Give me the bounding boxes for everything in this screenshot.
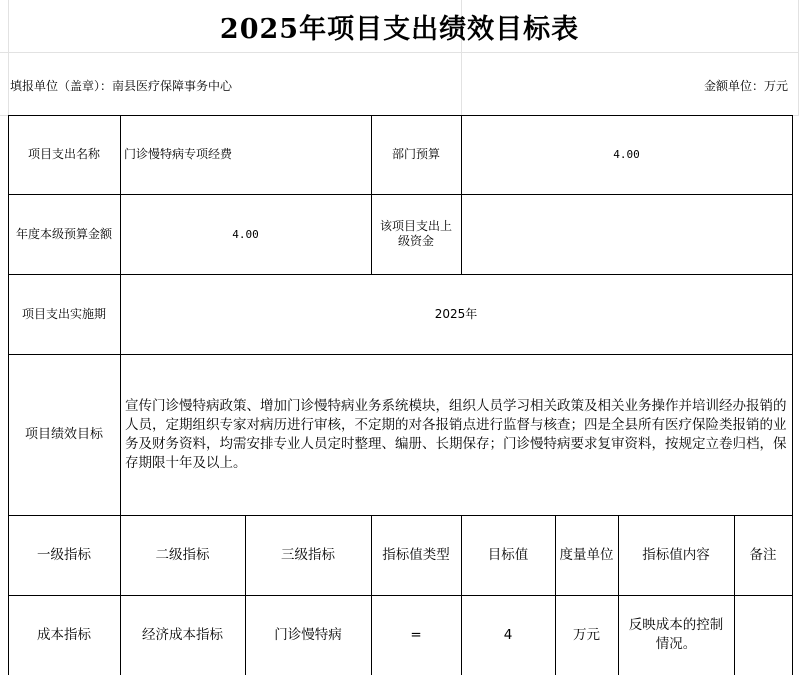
dept-budget-label: 部门预算 [391,147,440,161]
table-border [8,595,793,596]
gridline [0,52,799,53]
goal-value: 宣传门诊慢特病政策、增加门诊慢特病业务系统模块，组织人员学习相关政策及相关业务操作并培训经办报销的人员，定期组织专家对病历进行审核，不定期的对各报销点进行监督与核查；四是全县所有医疗保险类报销的业务及财务资料，均需安排专业人员定时整理、编册、长期保存；门诊慢特病要求复审资料，按规定立卷归档，保存期限十年及以上。 [125,397,787,471]
table-row-content: 反映成本的控制情况。 [628,617,724,652]
period-label: 项目支出实施期 [21,306,106,321]
table-row-level2: 经济成本指标 [142,626,223,643]
reporting-unit: 填报单位（盖章）：南县医疗保障事务中心 [10,78,233,93]
table-row-remark [734,595,792,675]
table-border [8,354,793,355]
table-border [245,515,246,675]
table-row-level3: 门诊慢特病 [274,626,342,643]
table-border [8,194,793,195]
annual-budget-value: 4.00 [232,227,259,241]
goal-label: 项目绩效目标 [24,427,103,442]
header-level2: 二级指标 [155,546,210,563]
header-value-type: 指标值类型 [382,546,450,563]
table-border [8,115,9,675]
superior-funds-label: 该项目支出上级资金 [379,219,452,248]
header-remark: 备注 [749,546,777,563]
table-border [461,115,462,274]
table-border [792,115,793,675]
table-border [371,115,372,274]
project-name-value: 门诊慢特病专项经费 [124,147,233,161]
table-border [555,515,556,675]
table-row-target: 4 [503,626,513,643]
table-border [461,515,462,675]
table-border [8,115,793,116]
header-level1: 一级指标 [37,546,91,563]
header-level3: 三级指标 [281,546,335,563]
table-border [618,515,619,675]
dept-budget-value: 4.00 [613,148,640,161]
table-border [371,515,372,675]
amount-unit: 金额单位：万元 [703,78,788,93]
superior-funds-value [461,194,792,274]
table-row-level1: 成本指标 [37,626,91,643]
table-row-value-type: = [410,626,422,643]
table-row-unit: 万元 [573,626,600,643]
table-border [734,515,735,675]
header-unit: 度量单位 [559,546,614,563]
table-border [8,274,793,275]
table-border [8,515,793,516]
header-target: 目标值 [487,546,529,563]
annual-budget-label: 年度本级预算金额 [15,226,112,241]
page-title: 2025年项目支出绩效目标表 [219,13,580,45]
period-value: 2025年 [434,306,478,321]
header-content: 指标值内容 [642,546,710,563]
project-name-label: 项目支出名称 [27,147,100,161]
table-border [120,115,121,675]
